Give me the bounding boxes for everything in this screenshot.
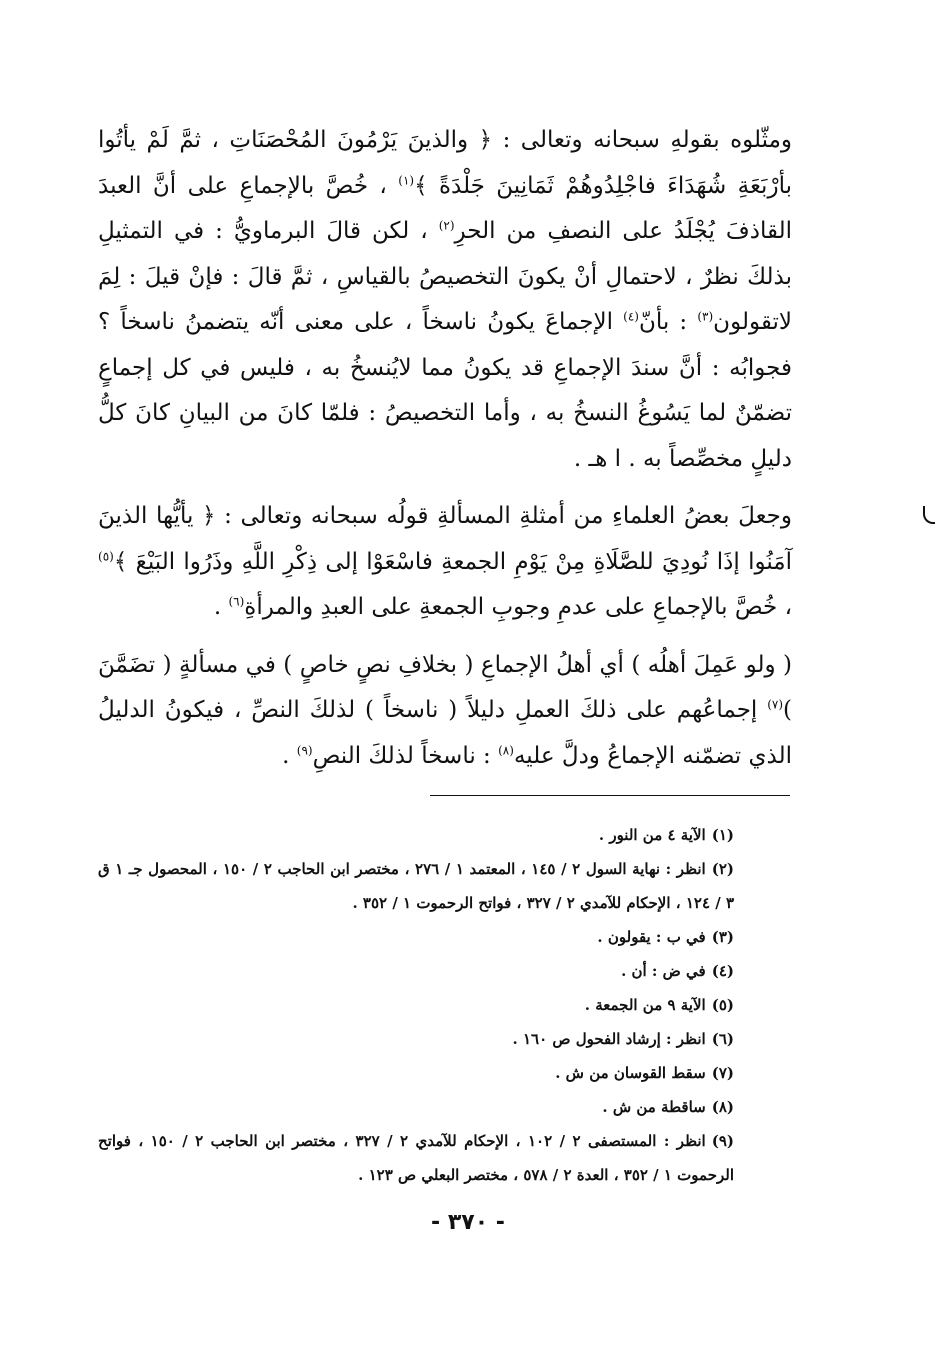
footnote-text: انظر : المستصفى ٢ / ١٠٢ ، الإحكام للآمدي ٢ / ٣٢٧ ، مختصر ابن الحاجب ٢ / ١٥٠ ، فواتح الرحموت ١ / ٣٥٢ ، العدة ٢ / ٥٧٨ ، مختصر البعلي ص ١٢٣ . [98,1132,734,1184]
paragraph-text: ، لكن قالَ البرماويُّ : في التمثيلِ بذلكَ نظرٌ ، لاحتمالِ أنْ يكونَ التخصيصُ بالقياسِ ، ثمَّ قالَ : فإنْ قيلَ : لِمَ لاتقولون [98,218,792,335]
footnote-marker: (٧) [767,697,784,712]
footnote-text: سقط القوسان من ش . [555,1064,706,1082]
footnote-item [98,920,792,954]
footnote-text: ساقطة من ش . [602,1098,706,1116]
footnote-number: (٢) [711,860,734,878]
footnote-marker: (٨) [498,742,514,757]
body-paragraph [98,494,792,631]
footnote-text: انظر : إرشاد الفحول ص ١٦٠ . [512,1030,706,1048]
footnote-text: الآية ٩ من الجمعة . [584,996,706,1014]
paragraph-text: الإجماعَ يكونُ ناسخاً ، على معنى أنّه يتضمنُ ناسخاً ؟ فجوابُه : أنَّ سندَ الإجماعِ قد يكونُ مما لايُنسخُ به ، فليس في كل إجماعٍ تضمّنٌ لما يَسُوغُ النسخُ به ، وأما التخصيصُ : فلمّا كانَ من البيانِ كانَ كلُّ دليلٍ مخصِّصاً به . ا هـ . [98,309,792,472]
footnote-item [98,818,792,852]
paragraph-text: : ناسخاً لذلكَ النصِ [312,742,499,769]
footnote-marker: (٣) [697,309,714,324]
paragraph-text: إجماعُهم على ذلكَ العملِ دليلاً ( ناسخاً ) لذلكَ النصِّ ، فيكونُ الدليلُ الذي تضمّنه الإجماعُ ودلَّ عليه [98,697,792,769]
paragraph-text: ، خُصَّ بالإجماعِ على عدمِ وجوبِ الجمعةِ على العبدِ والمرأةِ [244,594,792,620]
footnotes [98,818,792,1192]
body-paragraph [98,118,792,482]
paragraph-text: . [282,742,297,769]
footnote-text: الآية ٤ من النور . [598,826,706,844]
footnote-text: في ض : أن . [621,962,706,980]
footnote-number: (٥) [711,996,734,1014]
footnote-number: (٩) [711,1132,734,1150]
footnote-number: (٧) [711,1064,734,1082]
footnote-marker: (٩) [296,742,313,757]
paragraph-text: وجعلَ بعضُ العلماءِ من أمثلةِ المسألةِ قولُه سبحانه وتعالى : ﴿ يأيُّها الذينَ آمَنُوا إذَا نُودِيَ للصَّلَاةِ مِنْ يَوْمِ الجمعةِ فاسْعَوْا إلى ذِكْرِ اللَّهِ وذَرُوا البَيْعَ ﴾ [98,503,792,575]
paragraph-text: ومثّلوه بقولهِ سبحانه وتعالى : ﴿ والذينَ يَرْمُونَ المُحْصَنَاتِ ، ثمَّ لَمْ يأتُوا بأرْبَعَةِ شُهَدَاءَ فاجْلِدُوهُمْ ثَمَانِينَ جَلْدَةً ﴾ [98,127,792,199]
footnote-item [98,1124,792,1192]
footnote-number: (٨) [711,1098,734,1116]
paragraph-text: ، خُصَّ بالإجماعِ على أنَّ العبدَ القاذفَ يُجْلَدُ على النصفِ من الحرِ [98,172,792,244]
main-text [98,118,792,791]
footnote-separator [430,795,790,796]
margin-mark [923,506,935,524]
paragraph-text: . [213,594,229,620]
footnote-text: انظر : نهاية السول ٢ / ١٤٥ ، المعتمد ١ / ٢٧٦ ، مختصر ابن الحاجب ٢ / ١٥٠ ، المحصول جـ ١ ق ٣ / ١٢٤ ، الإحكام للآمدي ٢ / ٣٢٧ ، فواتح الرحموت ١ / ٣٥٢ . [98,860,734,912]
footnote-number: (٦) [711,1030,734,1048]
page-number: - ٣٧٠ - [431,1210,505,1235]
footnote-number: (١) [711,826,734,844]
footnote-item [98,988,792,1022]
paragraph-text: : بأنّ [638,309,698,335]
footnote-text: في ب : يقولون . [597,928,706,946]
footnote-number: (٤) [711,962,734,980]
footnote-marker: (٢) [438,218,455,233]
footnote-marker: (٦) [228,594,245,609]
footnote-item [98,954,792,988]
footnote-number: (٣) [711,928,734,946]
paragraph-text: ( ولو عَمِلَ أهلُه ) أي أهلُ الإجماعِ ( بخلافِ نصٍ خاصٍ ) في مسألةٍ ( تضَمَّنَ ) [98,651,792,723]
footnote-marker: (٥) [98,548,114,563]
footnote-marker: (٤) [623,309,639,324]
footnote-item [98,1022,792,1056]
footnote-item [98,1090,792,1124]
footnote-item [98,852,792,920]
body-paragraph [98,643,792,780]
footnote-marker: (١) [398,172,415,187]
footnote-item [98,1056,792,1090]
